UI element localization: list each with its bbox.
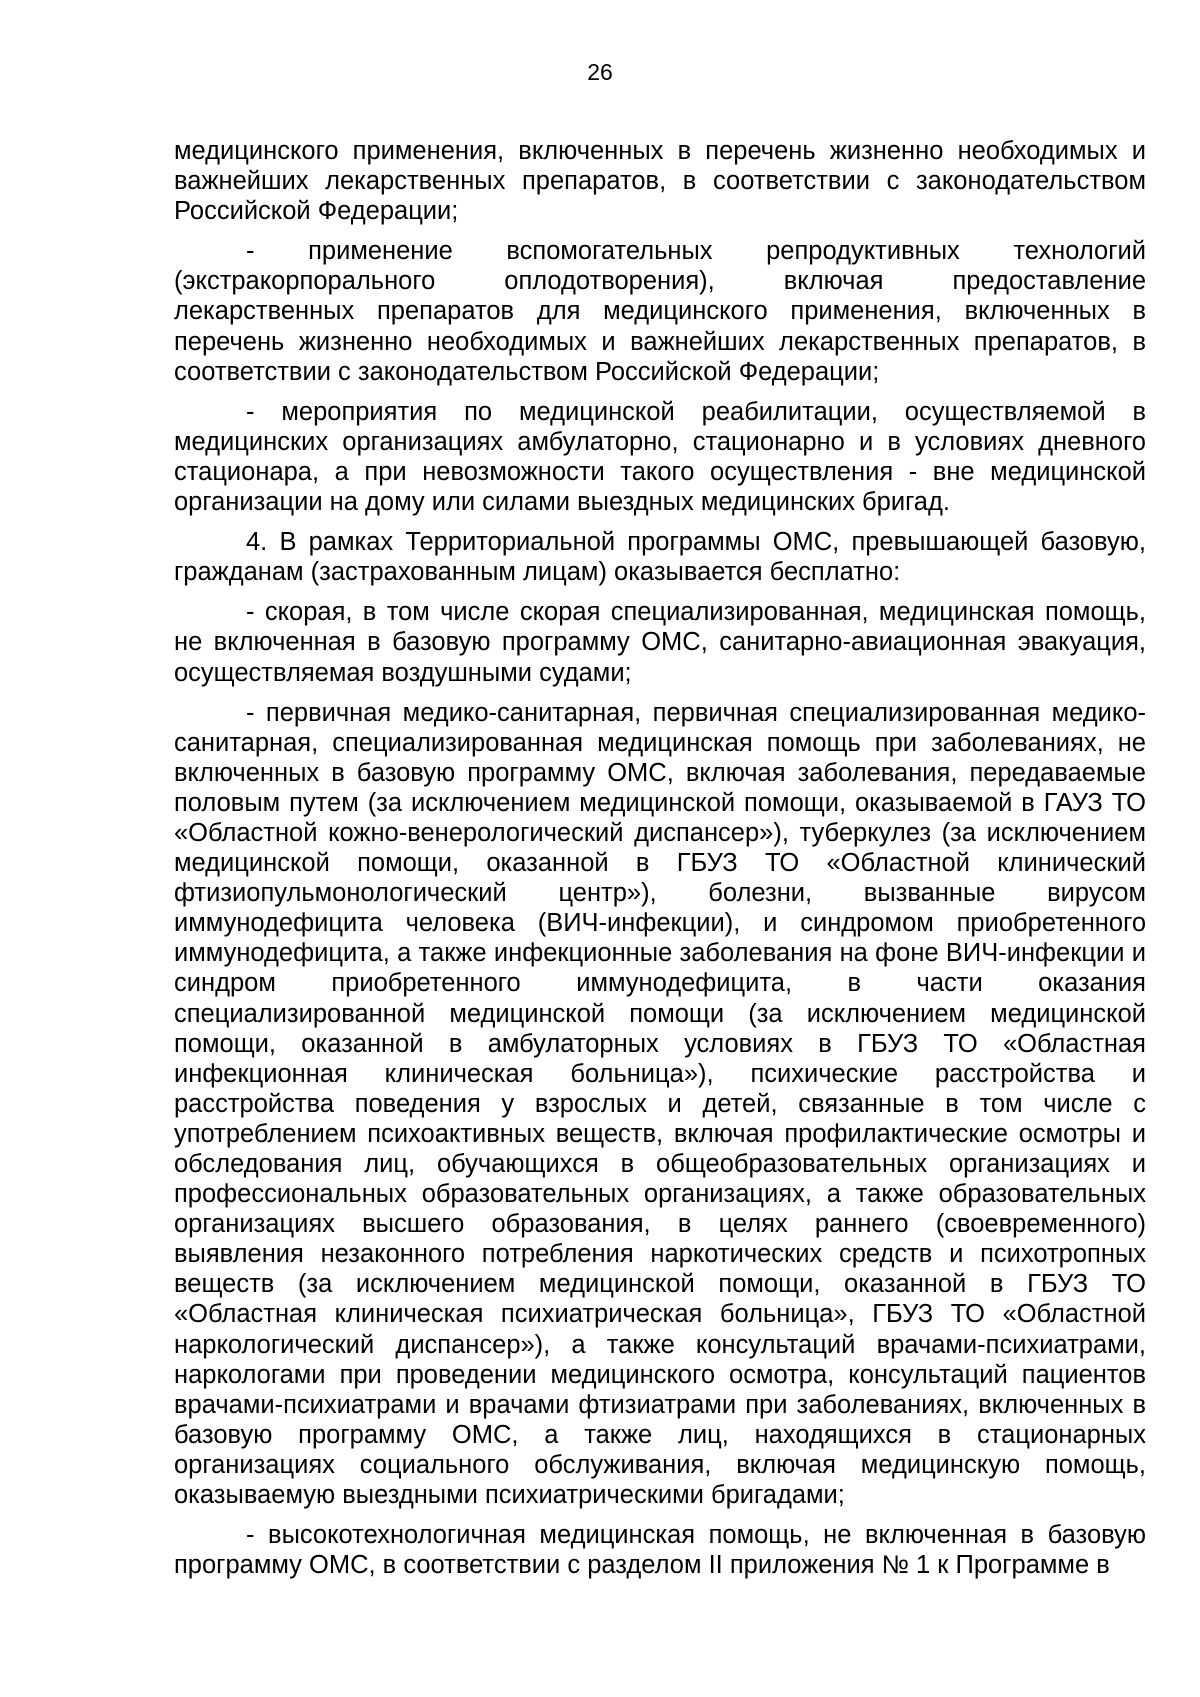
document-body — [174, 136, 1146, 1590]
paragraph-6: - первичная медико-санитарная, первичная специализированная медико-санитарная, специализированная медицинская помощь при заболеваниях, не включенных в базовую программу ОМС, включая заболевания, передаваемые половым путем (за исключением медицинской помощи, оказываемой в ГАУЗ ТО «Областной кожно-венерологический диспансер»), туберкулез (за исключением медицинской помощи, оказанной в ГБУЗ ТО «Областной клинический фтизиопульмонологический центр»), болезни, вызванные вирусом иммунодефицита человека (ВИЧ-инфекции), и синдромом приобретенного иммунодефицита, а также инфекционные заболевания на фоне ВИЧ-инфекции и синдром приобретенного иммунодефицита, в части оказания специализированной медицинской помощи (за исключением медицинской помощи, оказанной в амбулаторных условиях в ГБУЗ ТО «Областная инфекционная клиническая больница»), психические расстройства и расстройства поведения у взрослых и детей, связанные в том числе с употреблением психоактивных веществ, включая профилактические осмотры и обследования лиц, обучающихся в общеобразовательных организациях и профессиональных образовательных организациях, а также образовательных организациях высшего образования, в целях раннего (своевременного) выявления незаконного потребления наркотических средств и психотропных веществ (за исключением медицинской помощи, оказанной в ГБУЗ ТО «Областная клиническая психиатрическая больница», ГБУЗ ТО «Областной наркологический диспансер»), а также консультаций врачами-психиатрами, наркологами при проведении медицинского осмотра, консультаций пациентов врачами-психиатрами и врачами фтизиатрами при заболеваниях, включенных в базовую программу ОМС, а также лиц, находящихся в стационарных организациях социального обслуживания, включая медицинскую помощь, оказываемую выездными психиатрическими бригадами; — [174, 698, 1146, 1510]
paragraph-1: медицинского применения, включенных в перечень жизненно необходимых и важнейших лекарственных препаратов, в соответствии с законодательством Российской Федерации; — [174, 137, 1146, 226]
paragraph-4: 4. В рамках Территориальной программы ОМС, превышающей базовую, гражданам (застрахованным лицам) оказывается бесплатно: — [174, 528, 1146, 587]
paragraph-7: - высокотехнологичная медицинская помощь, не включенная в базовую программу ОМС, в соответствии с разделом II приложения № 1 к Программе в — [174, 1521, 1146, 1580]
page-number: 26 — [587, 59, 613, 85]
paragraph-3: - мероприятия по медицинской реабилитации, осуществляемой в медицинских организациях амбулаторно, стационарно и в условиях дневного стационара, а при невозможности такого осуществления - вне медицинской организации на дому или силами выездных медицинских бригад. — [174, 397, 1146, 517]
paragraph-2: - применение вспомогательных репродуктивных технологий (экстракорпорального оплодотворения), включая предоставление лекарственных препаратов для медицинского применения, включенных в перечень жизненно необходимых и важнейших лекарственных препаратов, в соответствии с законодательством Российской Федерации; — [174, 237, 1146, 386]
paragraph-5: - скорая, в том числе скорая специализированная, медицинская помощь, не включенная в базовую программу ОМС, санитарно-авиационная эвакуация, осуществляемая воздушными судами; — [174, 598, 1146, 687]
